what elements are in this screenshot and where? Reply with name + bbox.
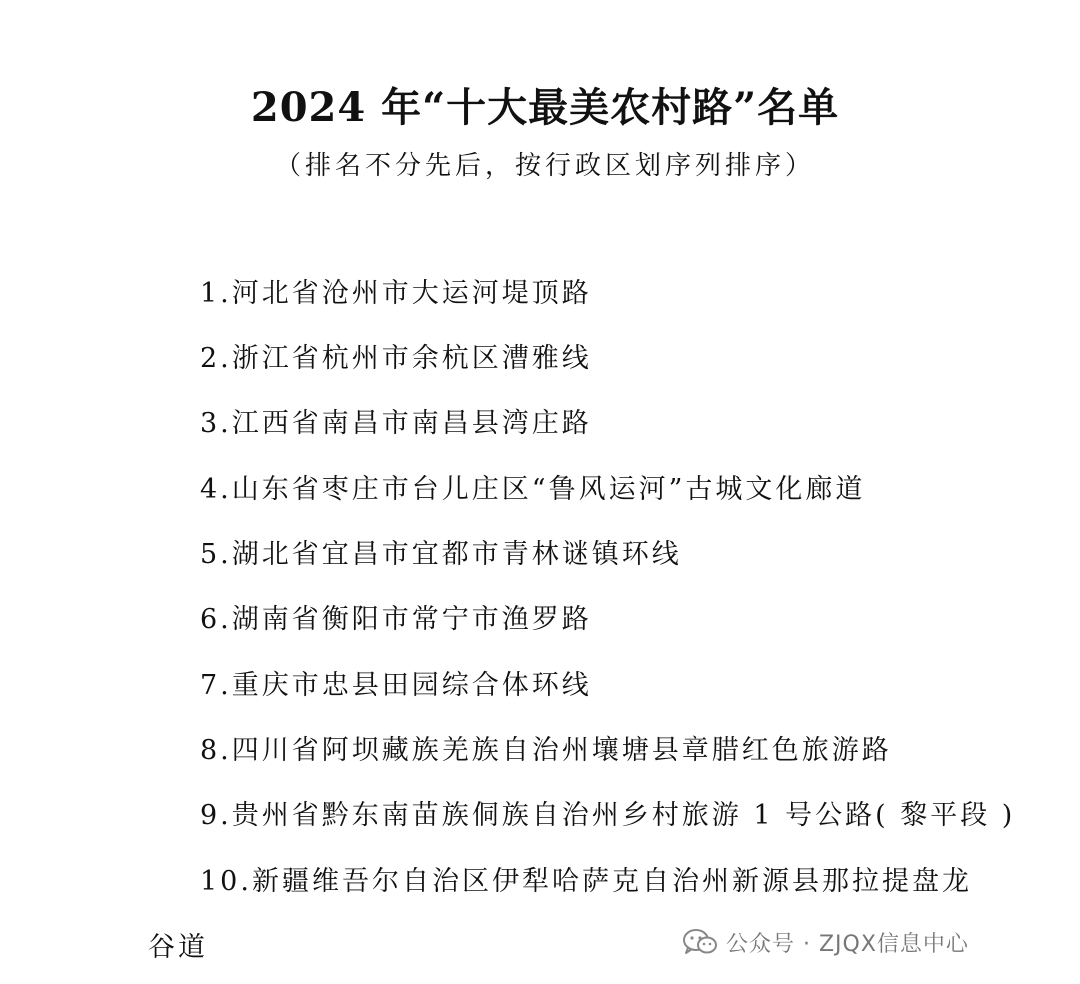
list-item: 10.新疆维吾尔自治区伊犁哈萨克自治州新源县那拉提盘龙	[200, 866, 972, 897]
watermark-text: 公众号 · ZJQX信息中心	[726, 931, 969, 957]
list-item: 5.湖北省宜昌市宜都市青林谜镇环线	[200, 539, 682, 570]
list-item: 7.重庆市忠县田园综合体环线	[200, 670, 592, 701]
list-item: 3.江西省南昌市南昌县湾庄路	[200, 408, 592, 439]
list-item: 6.湖南省衡阳市常宁市渔罗路	[200, 604, 592, 635]
document-subtitle: （排名不分先后，按行政区划序列排序）	[274, 151, 815, 181]
list-item: 9.贵州省黔东南苗族侗族自治州乡村旅游 1 号公路( 黎平段 )	[200, 800, 1016, 831]
document-title: 2024 年“十大最美农村路”名单	[250, 84, 840, 131]
list-item-continuation: 谷道	[148, 932, 208, 963]
list-item: 4.山东省枣庄市台儿庄区“鲁风运河”古城文化廊道	[200, 474, 866, 505]
watermark	[682, 922, 969, 962]
wechat-icon	[682, 928, 718, 956]
list-item: 2.浙江省杭州市余杭区漕雅线	[200, 343, 592, 374]
list-item: 8.四川省阿坝藏族羌族自治州壤塘县章腊红色旅游路	[200, 735, 892, 766]
list-item: 1.河北省沧州市大运河堤顶路	[200, 278, 592, 309]
